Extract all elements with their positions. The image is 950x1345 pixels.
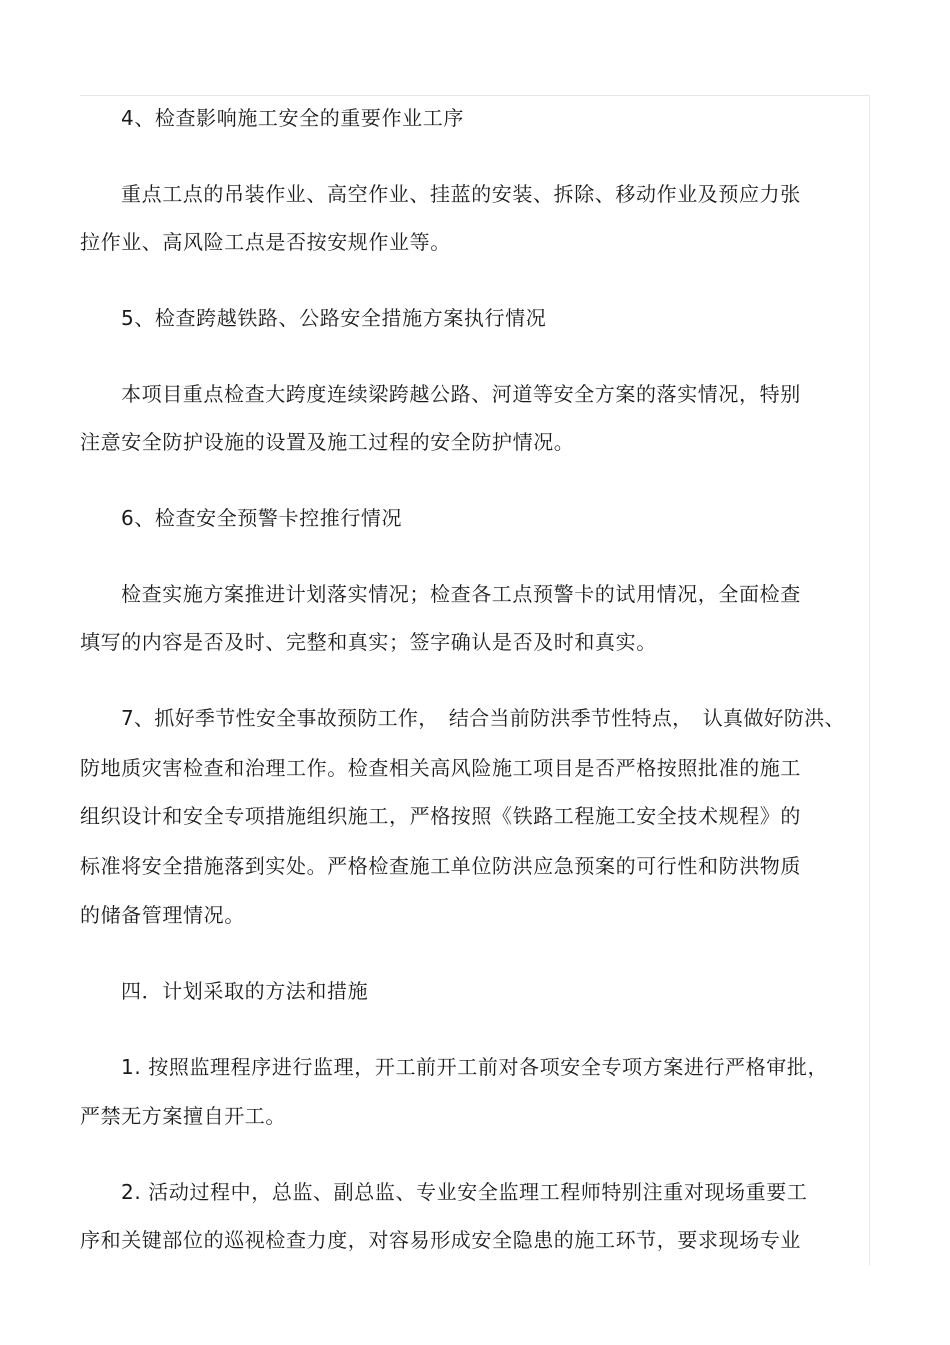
heading-item-5: 5、检查跨越铁路、公路安全措施方案执行情况: [121, 306, 547, 330]
paragraph-line: 组织设计和安全专项措施组织施工，严格按照《铁路工程施工安全技术规程》的: [80, 804, 801, 828]
paragraph-line: 填写的内容是否及时、完整和真实；签字确认是否及时和真实。: [80, 630, 657, 654]
paragraph-line: 严禁无方案擅自开工。: [80, 1104, 286, 1128]
paragraph-line: 的储备管理情况。: [80, 903, 245, 927]
section-heading-four: 四．计划采取的方法和措施: [121, 979, 369, 1003]
heading-item-4: 4、检查影响施工安全的重要作业工序: [121, 106, 464, 130]
paragraph-line: 序和关键部位的巡视检查力度，对容易形成安全隐患的施工环节，要求现场专业: [80, 1228, 801, 1252]
page-border-top: [80, 95, 870, 96]
paragraph-line: 1. 按照监理程序进行监理，开工前开工前对各项安全专项方案进行严格审批，: [121, 1055, 829, 1079]
page-border-right: [869, 95, 870, 1265]
paragraph-line: 重点工点的吊装作业、高空作业、挂蓝的安装、拆除、移动作业及预应力张: [121, 182, 801, 206]
paragraph-line: 检查实施方案推进计划落实情况；检查各工点预警卡的试用情况，全面检查: [121, 582, 801, 606]
paragraph-line: 防地质灾害检查和治理工作。检查相关高风险施工项目是否严格按照批准的施工: [80, 756, 801, 780]
paragraph-line: 注意安全防护设施的设置及施工过程的安全防护情况。: [80, 430, 575, 454]
paragraph-line: 标准将安全措施落到实处。严格检查施工单位防洪应急预案的可行性和防洪物质: [80, 854, 801, 878]
heading-item-6: 6、检查安全预警卡控推行情况: [121, 506, 403, 530]
heading-item-7: 7、抓好季节性安全事故预防工作， 结合当前防洪季节性特点， 认真做好防洪、: [121, 706, 845, 730]
paragraph-line: 本项目重点检查大跨度连续梁跨越公路、河道等安全方案的落实情况，特别: [121, 382, 801, 406]
paragraph-line: 拉作业、高风险工点是否按安规作业等。: [80, 230, 451, 254]
paragraph-line: 2. 活动过程中，总监、副总监、专业安全监理工程师特别注重对现场重要工: [121, 1180, 808, 1204]
